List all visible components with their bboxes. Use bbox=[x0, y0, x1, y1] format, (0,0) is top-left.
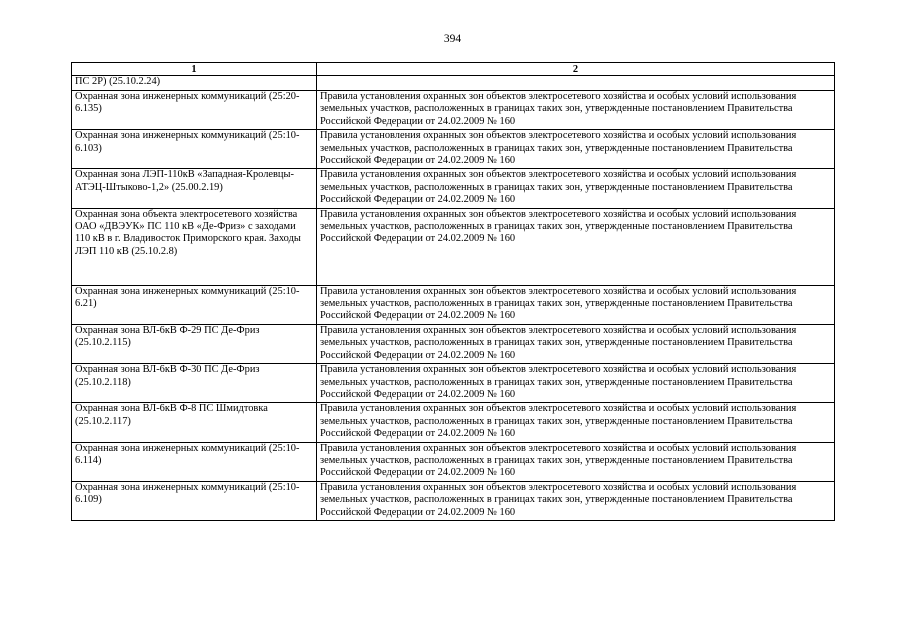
column-header-2: 2 bbox=[317, 63, 835, 76]
basis-cell: Правила установления охранных зон объектов электросетевого хозяйства и особых условий использования земельных участков, расположенных в границах таких зон, утвержденные постановлением Правительства Российской Федерации от 24.02.2009 № 160 bbox=[317, 324, 835, 363]
zone-cell: Охранная зона ВЛ-6кВ Ф-29 ПС Де-Фриз (25.10.2.115) bbox=[72, 324, 317, 363]
zone-cell: Охранная зона ВЛ-6кВ Ф-30 ПС Де-Фриз (25.10.2.118) bbox=[72, 364, 317, 403]
basis-cell-empty bbox=[317, 76, 835, 91]
zone-cell: Охранная зона ЛЭП-110кВ «Западная-Кролевцы-АТЭЦ-Штыково-1,2» (25.00.2.19) bbox=[72, 169, 317, 208]
table-header-row bbox=[72, 63, 835, 76]
zone-cell: Охранная зона инженерных коммуникаций (25:10-6.103) bbox=[72, 130, 317, 169]
table-row bbox=[72, 285, 835, 324]
basis-cell: Правила установления охранных зон объектов электросетевого хозяйства и особых условий использования земельных участков, расположенных в границах таких зон, утвержденные постановлением Правительства Российской Федерации от 24.02.2009 № 160 bbox=[317, 130, 835, 169]
column-header-1: 1 bbox=[72, 63, 317, 76]
zone-cell: ПС 2Р) (25.10.2.24) bbox=[72, 76, 317, 91]
zones-table bbox=[71, 62, 835, 521]
table-row bbox=[72, 364, 835, 403]
zone-cell: Охранная зона инженерных коммуникаций (25:10-6.109) bbox=[72, 481, 317, 520]
table-row bbox=[72, 130, 835, 169]
basis-cell: Правила установления охранных зон объектов электросетевого хозяйства и особых условий использования земельных участков, расположенных в границах таких зон, утвержденные постановлением Правительства Российской Федерации от 24.02.2009 № 160 bbox=[317, 169, 835, 208]
basis-cell: Правила установления охранных зон объектов электросетевого хозяйства и особых условий использования земельных участков, расположенных в границах таких зон, утвержденные постановлением Правительства Российской Федерации от 24.02.2009 № 160 bbox=[317, 91, 835, 130]
basis-cell: Правила установления охранных зон объектов электросетевого хозяйства и особых условий использования земельных участков, расположенных в границах таких зон, утвержденные постановлением Правительства Российской Федерации от 24.02.2009 № 160 bbox=[317, 208, 835, 285]
basis-cell: Правила установления охранных зон объектов электросетевого хозяйства и особых условий использования земельных участков, расположенных в границах таких зон, утвержденные постановлением Правительства Российской Федерации от 24.02.2009 № 160 bbox=[317, 403, 835, 442]
basis-cell: Правила установления охранных зон объектов электросетевого хозяйства и особых условий использования земельных участков, расположенных в границах таких зон, утвержденные постановлением Правительства Российской Федерации от 24.02.2009 № 160 bbox=[317, 364, 835, 403]
table-row bbox=[72, 481, 835, 520]
table-row-continuation bbox=[72, 76, 835, 91]
basis-cell: Правила установления охранных зон объектов электросетевого хозяйства и особых условий использования земельных участков, расположенных в границах таких зон, утвержденные постановлением Правительства Российской Федерации от 24.02.2009 № 160 bbox=[317, 285, 835, 324]
table-row bbox=[72, 91, 835, 130]
table-row bbox=[72, 442, 835, 481]
table-row bbox=[72, 208, 835, 285]
zone-cell: Охранная зона инженерных коммуникаций (25:10-6.21) bbox=[72, 285, 317, 324]
zone-cell: Охранная зона инженерных коммуникаций (25:10-6.114) bbox=[72, 442, 317, 481]
basis-cell: Правила установления охранных зон объектов электросетевого хозяйства и особых условий использования земельных участков, расположенных в границах таких зон, утвержденные постановлением Правительства Российской Федерации от 24.02.2009 № 160 bbox=[317, 481, 835, 520]
zone-cell: Охранная зона инженерных коммуникаций (25:20-6.135) bbox=[72, 91, 317, 130]
table-row bbox=[72, 324, 835, 363]
page-number: 394 bbox=[443, 33, 462, 45]
zone-cell: Охранная зона объекта электросетевого хозяйства ОАО «ДВЭУК» ПС 110 кВ «Де-Фриз» с заходами 110 кВ в г. Владивосток Приморского края. Заходы ЛЭП 110 кВ (25.10.2.8) bbox=[72, 208, 317, 285]
table-row bbox=[72, 169, 835, 208]
zone-cell: Охранная зона ВЛ-6кВ Ф-8 ПС Шмидтовка (25.10.2.117) bbox=[72, 403, 317, 442]
basis-cell: Правила установления охранных зон объектов электросетевого хозяйства и особых условий использования земельных участков, расположенных в границах таких зон, утвержденные постановлением Правительства Российской Федерации от 24.02.2009 № 160 bbox=[317, 442, 835, 481]
table-row bbox=[72, 403, 835, 442]
